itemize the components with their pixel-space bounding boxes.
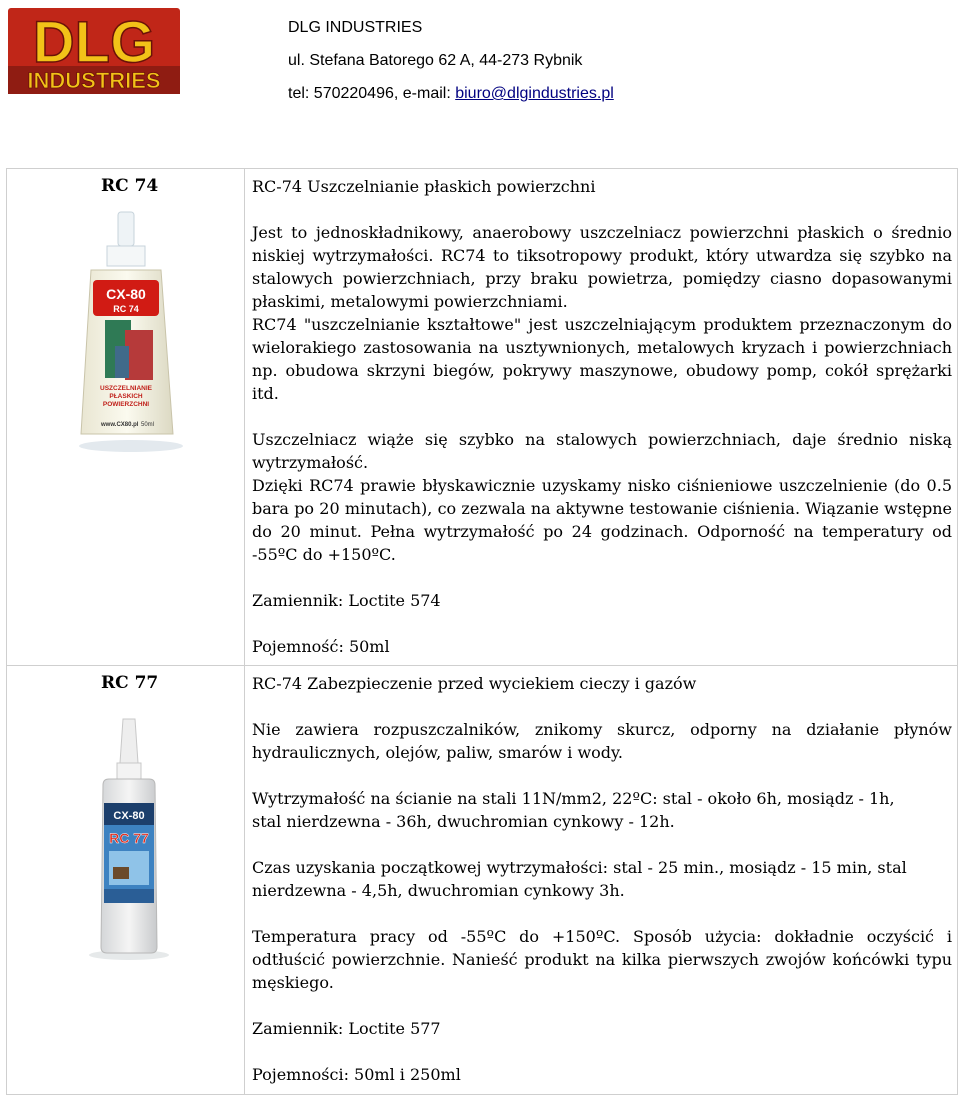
product-description: Uszczelniacz wiąże się szybko na stalowych powierzchniach, daje średnio niską wytrzymałość. [252, 430, 952, 472]
product-description: Nie zawiera rozpuszczalników, znikomy skurcz, odporny na działanie płynów hydraulicznych, olejów, paliw, smarów i wody. [252, 720, 952, 762]
product-description-cell [245, 666, 958, 1095]
bottle-brand-text: CX-80 [113, 810, 145, 822]
product-replacement: Zamiennik: Loctite 577 [252, 1019, 441, 1038]
product-code: RC 77 [101, 673, 159, 693]
product-description: Temperatura pracy od -55ºC do +150ºC. Sposób użycia: dokładnie oczyścić i odtłuścić powierzchnie. Nanieść produkt na kilka pierwszych zwojów końcówki typu męskiego. [252, 927, 952, 992]
company-address: ul. Stefana Batorego 62 A, 44-273 Rybnik [288, 52, 583, 69]
tube-label-line: POWIERZCHNI [102, 401, 150, 408]
company-info [288, 11, 614, 110]
tube-label-line: USZCZELNIANIE [100, 385, 152, 392]
table-row [7, 666, 958, 1095]
product-image-tube [7, 196, 244, 616]
strength-line: Wytrzymałość na ścianie na stali 11N/mm2, 22ºC: stal - około 6h, mosiądz - 1h, [252, 789, 895, 808]
tube-url-text: www.CX80.pl [101, 422, 139, 428]
product-image-cell [7, 666, 245, 1095]
company-contact [288, 77, 614, 110]
strength-line: stal nierdzewna - 36h, dwuchromian cynkowy - 12h. [252, 812, 675, 831]
tube-label-line: PŁASKICH [109, 393, 143, 400]
product-title: RC-74 Uszczelnianie płaskich powierzchni [252, 177, 596, 196]
product-image-bottle [7, 693, 244, 993]
product-image-cell [7, 169, 245, 666]
product-capacity: Pojemności: 50ml i 250ml [252, 1065, 461, 1084]
product-cure-time [252, 856, 952, 902]
company-name: DLG INDUSTRIES [288, 19, 423, 36]
description-part: Jest to jednoskładnikowy, anaerobowy uszczelniacz powierzchni płaskich o średnio niskiej wytrzymałości. RC74 to tiksotropowy produkt, który utwardza się szybko na stalowych powierzchniach, przy braku powietrza, pomiędzy ciasno dopasowanymi płaskimi, metalowymi powierzchniami. [252, 223, 952, 311]
product-replacement: Zamiennik: Loctite 574 [252, 591, 441, 610]
contact-phone: tel: 570220496, e-mail: [288, 85, 456, 102]
product-capacity: Pojemność: 50ml [252, 637, 390, 656]
description-part: RC74 "uszczelnianie kształtowe" jest uszczelniającym produktem przeznaczonym do wielorakiego zastosowania na usztywnionych, metalowych kryzach i powierzchniach np. obudowa skrzyni biegów, pokrywy maszynowe, obudowy pomp, cokół sprężarki itd. [252, 315, 952, 403]
product-table [6, 168, 958, 1095]
logo-text-top: DLG [32, 10, 156, 75]
table-row [7, 169, 958, 666]
product-strength [252, 787, 952, 833]
product-description: Dzięki RC74 prawie błyskawicznie uzyskamy nisko ciśnieniowe uszczelnienie (do 0.5 bara po 20 minutach), co zezwala na aktywne testowanie ciśnienia. Wiązanie wstępne do 20 minut. Pełna wytrzymałość po 24 godzinach. Odporność na temperatury od -55ºC do +150ºC. [252, 476, 952, 564]
company-logo [8, 8, 180, 94]
product-description-cell [245, 169, 958, 666]
logo-text-bottom: INDUSTRIES [27, 68, 161, 93]
tube-volume-text: 50ml [141, 422, 155, 428]
email-link[interactable]: biuro@dlgindustries.pl [455, 85, 614, 102]
product-title: RC-74 Zabezpieczenie przed wyciekiem cieczy i gazów [252, 674, 697, 693]
tube-model-text: RC 74 [113, 304, 139, 314]
product-description [252, 221, 952, 405]
cure-line: nierdzewna - 4,5h, dwuchromian cynkowy 3h. [252, 881, 625, 900]
bottle-model-text: RC 77 [109, 830, 149, 846]
product-code: RC 74 [101, 176, 159, 196]
tube-brand-text: CX-80 [106, 286, 146, 302]
cure-line: Czas uzyskania początkowej wytrzymałości: stal - 25 min., mosiądz - 15 min, stal [252, 858, 907, 877]
